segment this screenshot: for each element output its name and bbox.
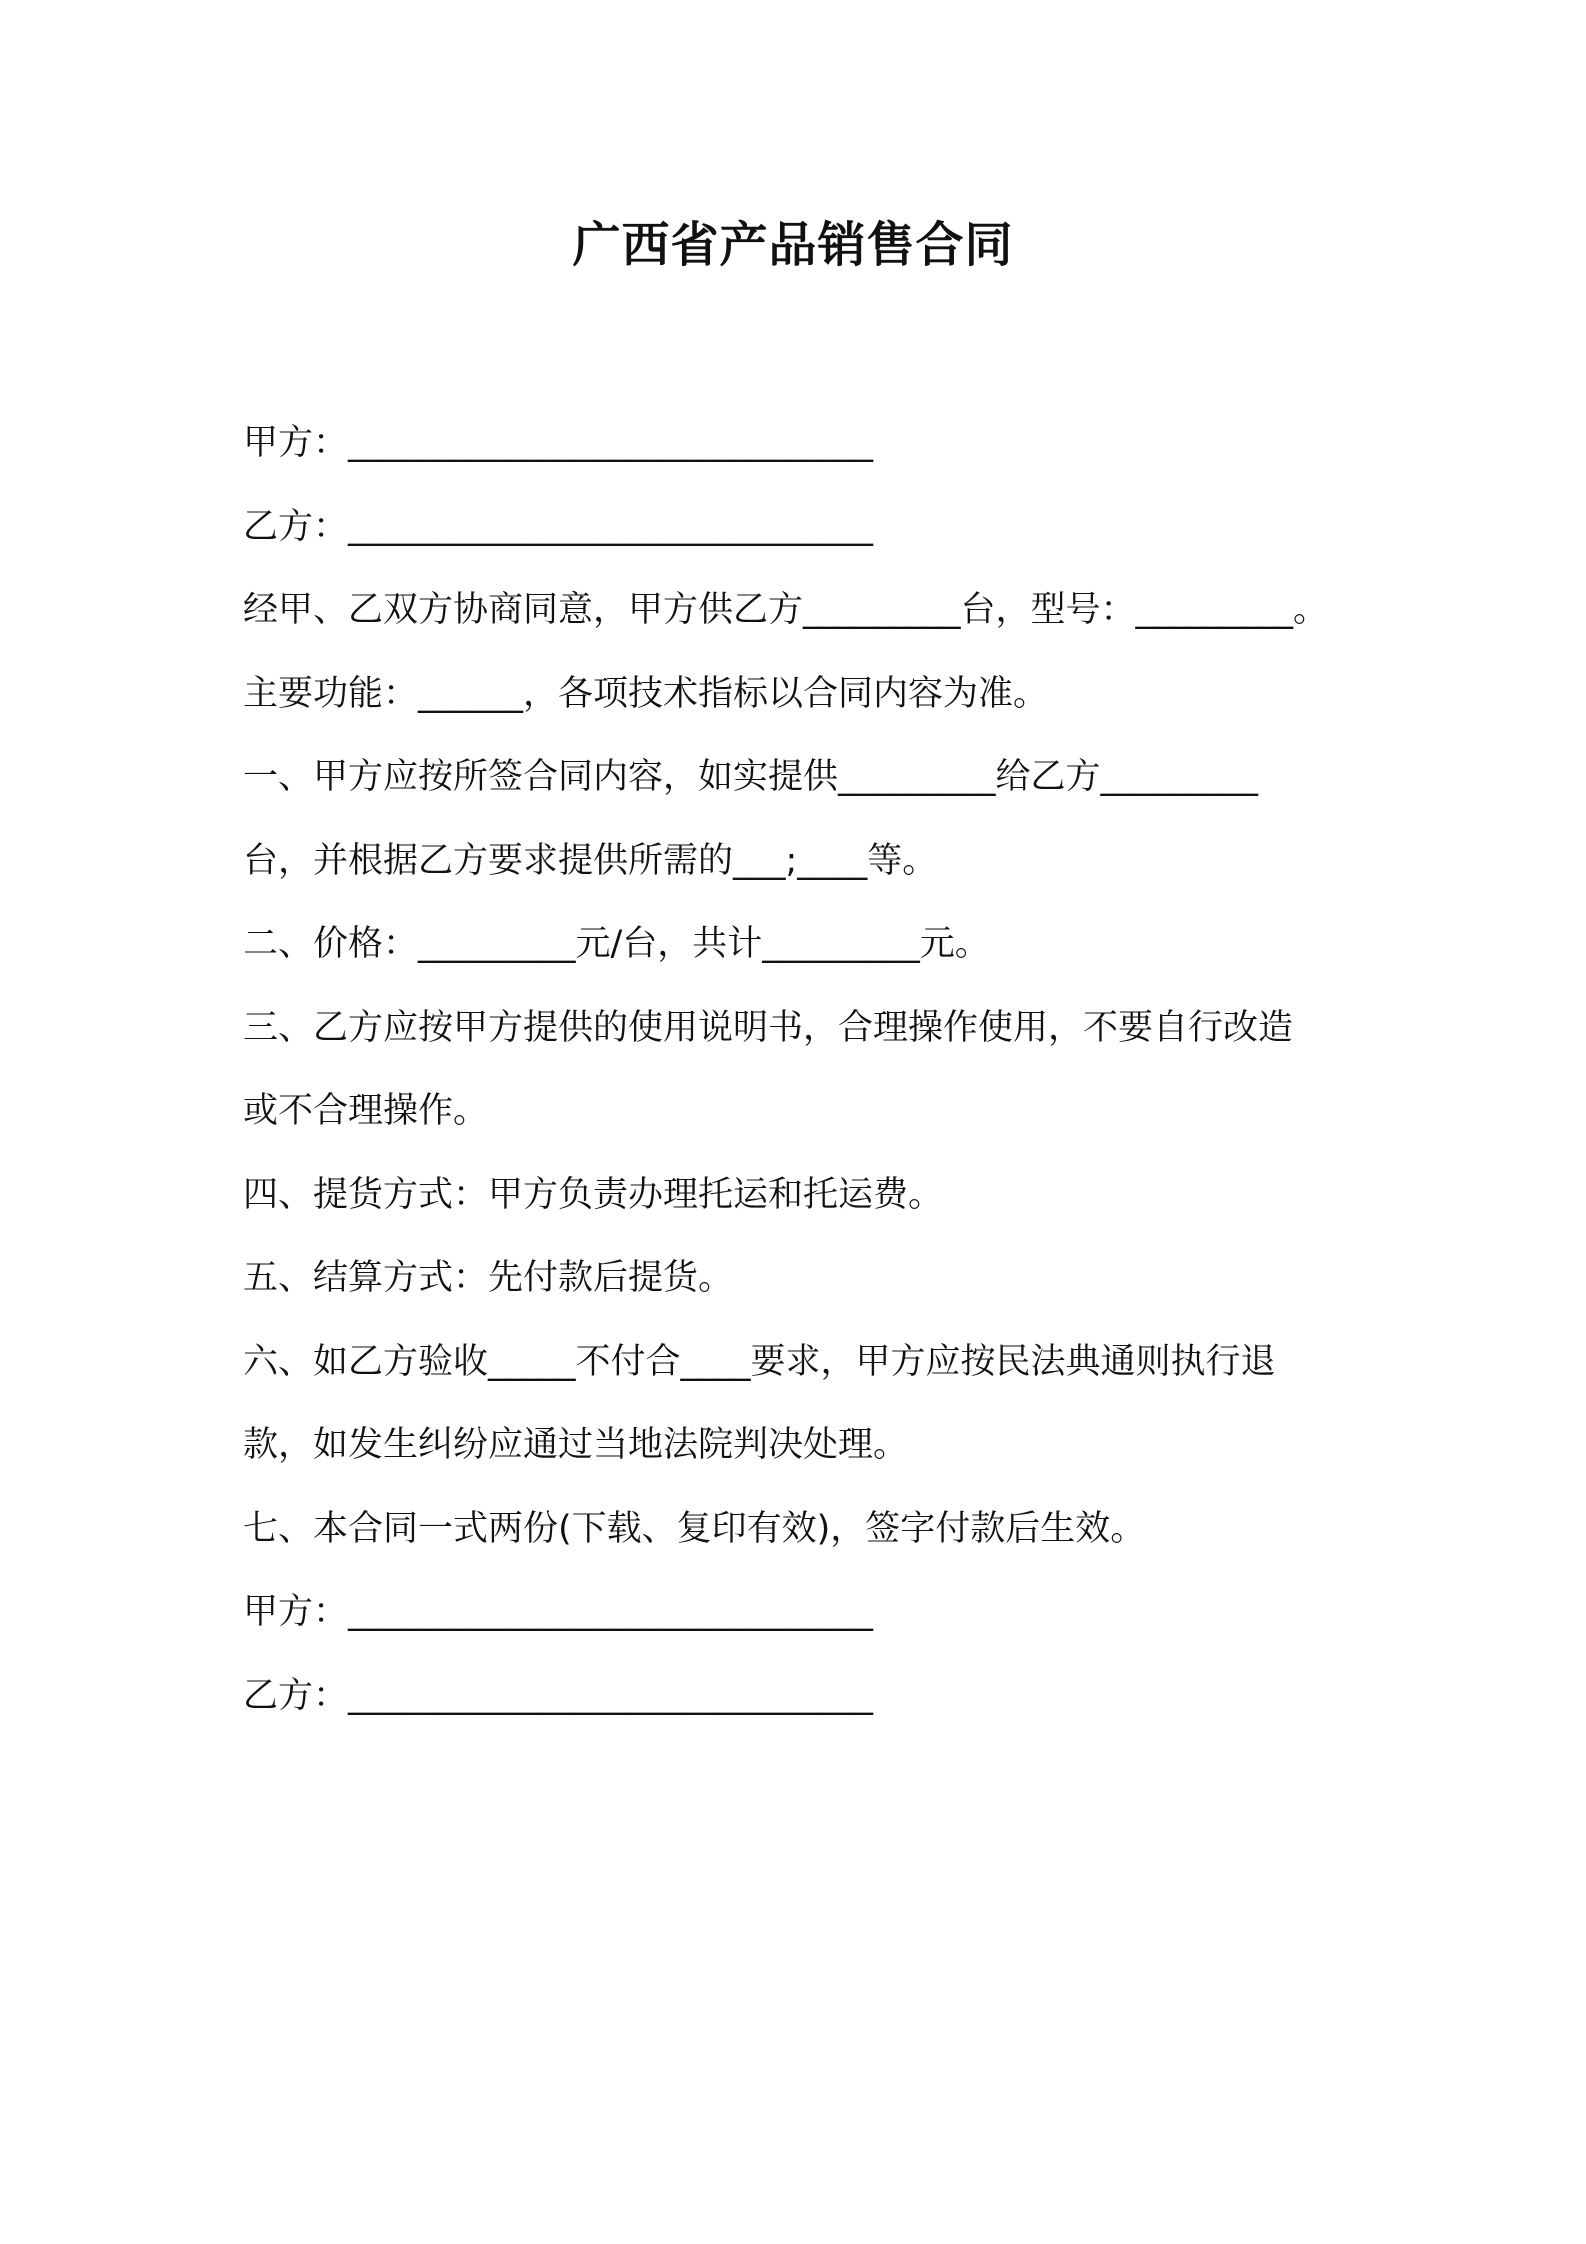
signature-party-b-line: 乙方：______________________________ bbox=[243, 1675, 874, 1716]
contract-body bbox=[243, 410, 1353, 1746]
clause-3-line-1: 三、乙方应按甲方提供的使用说明书，合理操作使用，不要自行改造 bbox=[243, 1007, 1294, 1048]
clause-3-line-2: 或不合理操作。 bbox=[243, 1091, 489, 1131]
agreement-line: 经甲、乙双方协商同意，甲方供乙方_________台，型号：_________。 bbox=[243, 590, 1329, 630]
clause-1-line-1: 一、甲方应按所签合同内容，如实提供_________给乙方_________ bbox=[243, 757, 1259, 797]
party-b-line: 乙方：______________________________ bbox=[243, 506, 874, 547]
clause-6-line-2: 款，如发生纠纷应通过当地法院判决处理。 bbox=[243, 1425, 909, 1465]
clause-2-line: 二、价格：_________元/台，共计_________元。 bbox=[243, 924, 990, 964]
party-a-line: 甲方：______________________________ bbox=[243, 423, 874, 463]
signature-party-a-line: 甲方：______________________________ bbox=[243, 1592, 874, 1632]
clause-4-line: 四、提货方式：甲方负责办理托运和托运费。 bbox=[243, 1174, 944, 1215]
clause-6-line-1: 六、如乙方验收_____不付合____要求，甲方应按民法典通则执行退 bbox=[243, 1341, 1276, 1382]
document-title: 广西省产品销售合同 bbox=[572, 217, 1014, 273]
clause-7-line: 七、本合同一式两份(下载、复印有效)，签字付款后生效。 bbox=[243, 1508, 1146, 1549]
main-function-line: 主要功能：______，各项技术指标以合同内容为准。 bbox=[243, 673, 1049, 714]
clause-5-line: 五、结算方式：先付款后提货。 bbox=[243, 1258, 734, 1298]
clause-1-line-2: 台，并根据乙方要求提供所需的___;____等。 bbox=[243, 840, 938, 881]
